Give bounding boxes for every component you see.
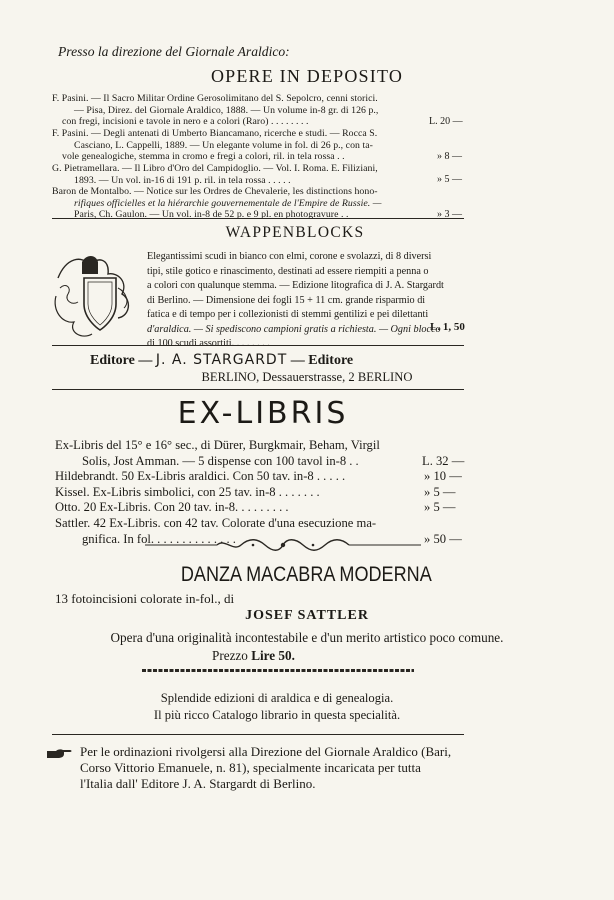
list-item: Kissel. Ex-Libris simbolici, con 25 tav. in-8 . . . . . . . [55,484,320,499]
publisher-address: BERLINO, Dessauerstrasse, 2 BERLINO [201,370,413,384]
divider [52,218,464,219]
promo-line: Splendide edizioni di araldica e di genealogia. [160,691,394,705]
beaded-rule-icon [142,668,414,673]
entry-line: Paris, Ch. Gaulon. — Un vol. in-8 de 52 p. e 9 pl. en photogravure . . [74,209,349,221]
list-item: Solis, Jost Amman. — 5 dispense con 100 tavol in-8 . . [82,453,359,468]
entry-price: » 5 — [424,500,456,515]
section-title-deposito: OPERE IN DEPOSITO [210,66,404,86]
entry-price: » 8 — [437,151,462,162]
list-item [52,93,422,128]
entry-line: Baron de Montalbo. — Notice sur les Ordres de Chevalerie, les distinctions hono- [52,186,378,197]
entry-line: Casciano, L. Cappelli, 1889. — Un elegante volume in fol. di 26 p., con ta- [74,139,373,151]
list-item: Sattler. 42 Ex-Libris. con 42 tav. Colorate d'una esecuzione ma- [55,516,377,530]
publisher-line [90,352,526,369]
entry-line: vole genealogiche, stemma in cromo e fregi a colori, ril. in tela rossa . . [62,151,345,163]
section-title-danza: DANZA MACABRA MODERNA [180,563,432,586]
wappenblocks-price: L. 1, 50 [430,321,465,333]
footer-line: l'Italia dall' Editore J. A. Stargardt di Berlino. [80,776,316,791]
entry-line: 1893. — Un vol. in-16 di 191 p. ril. in tela rossa . . . . . [74,174,291,186]
divider [52,345,464,346]
entry-price: L. 32 — [422,453,465,468]
text-line: a colori con qualunque stemma. — Edizione litografica di J. A. Stargardt [147,280,444,291]
text-line: Elegantissimi scudi in bianco con elmi, corone e svolazzi, di 8 diversi [147,251,432,262]
entry-line: rifiques officielles et la hiérarchie gouvernementale de l'Empire de Russie. — [74,197,382,209]
list-item: Ex-Libris del 15° e 16° sec., di Dürer, Burgkmair, Beham, Virgil [55,438,380,452]
entry-line: con fregi, incisioni e tavole in nero e a colori (Raro) . . . . . . . . [62,116,309,128]
price-value: Lire 50. [251,648,295,663]
danza-description: Opera d'una originalità incontestabile e d'un merito artistico poco comune. [110,630,504,645]
entry-line: F. Pasini. — Il Sacro Militar Ordine Gerosolimitano del S. Sepolcro, cenni storici. [52,93,378,104]
promo-block [0,690,554,724]
list-item [52,163,422,186]
list-item [52,128,422,163]
publisher-name: J. A. STARGARDT [155,352,288,368]
text-line: di Berlino. — Dimensione dei fogli 15 + 11 cm. grande risparmio di [147,294,426,306]
text-line: tipi, stile gotico e rinascimento, destinati ad essere riempiti a penna o [147,265,429,277]
divider [52,734,464,735]
text-line: fatica e di tempo per i collezionisti di stemmi gentilizi e pei dilettanti [147,309,429,320]
entry-price: » 5 — [437,174,462,185]
ornament-divider-icon [145,538,421,552]
entry-line: G. Pietramellara. — Il Libro d'Oro del Campidoglio. — Vol. I. Roma. E. Filiziani, [52,163,378,174]
text-line: di 100 scudi assortiti. . . . . . . . [147,338,270,349]
promo-line: Il più ricco Catalogo librario in questa specialità. [153,708,401,722]
text-line: d'araldica. — Si spediscono campioni gratis a richiesta. — Ogni blocco [147,323,441,335]
coat-of-arms-icon [52,248,140,342]
entry-line: — Pisa, Direz. del Giornale Araldico, 1888. — Un volume in-8 gr. di 126 p., [74,104,379,116]
pointing-hand-icon [46,747,72,759]
divider [52,389,464,390]
section-title-exlibris: EX-LIBRIS [177,396,349,431]
intro-line: Presso la direzione del Giornale Araldico: [58,44,290,59]
entry-price: L. 20 — [429,116,463,127]
entry-price: » 3 — [437,209,462,220]
danza-subtitle: 13 fotoincisioni colorate in-fol., di [55,591,235,606]
entry-price: » 10 — [424,469,462,484]
list-item: gnifica. In fol. . . . . . . . . . . . . . [82,531,236,546]
entry-price: » 5 — [424,484,456,499]
price-label: Prezzo [212,648,248,663]
publisher-label: Editore — [90,353,153,368]
list-item: Hildebrandt. 50 Ex-Libris araldici. Con 50 tav. in-8 . . . . . [55,469,346,484]
entry-price: » 50 — [424,531,462,546]
publisher-label: — Editore [290,353,354,368]
list-item [52,186,422,221]
footer-line: Corso Vittorio Emanuele, n. 81), specialmente incaricata per tutta [80,760,421,775]
danza-author: JOSEF SATTLER [245,608,369,623]
list-item: Otto. 20 Ex-Libris. Con 20 tav. in-8. . . . . . . . . [55,500,289,515]
section-title-wappenblocks: WAPPENBLOCKS [225,224,365,241]
danza-price-line [212,648,295,664]
footer-line: Per le ordinazioni rivolgersi alla Direzione del Giornale Araldico (Bari, [80,744,452,759]
entry-line: F. Pasini. — Degli antenati di Umberto Biancamano, ricerche e studi. — Rocca S. [52,128,378,139]
